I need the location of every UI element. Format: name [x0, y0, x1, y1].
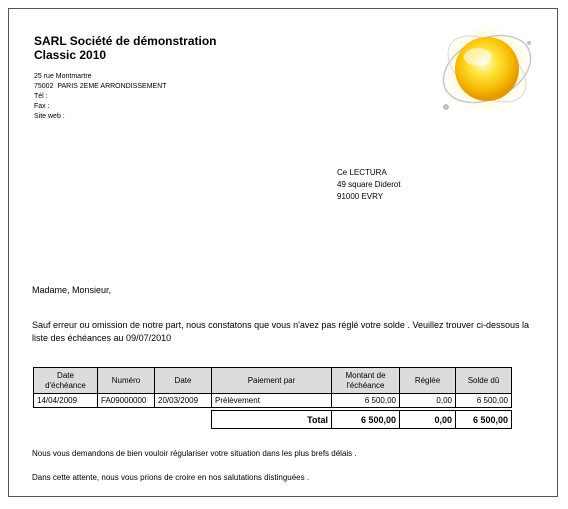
col-due-date: Date d'échéance	[34, 368, 98, 394]
salutation: Madame, Monsieur,	[32, 285, 112, 295]
cell-payment: Prélèvement	[212, 394, 332, 408]
recipient-city: 91000 EVRY	[337, 192, 384, 201]
company-address	[34, 72, 167, 122]
cell-paid: 0,00	[400, 394, 456, 408]
recipient-name: Ce LECTURA	[337, 168, 387, 177]
company-header	[34, 34, 216, 62]
total-paid: 0,00	[400, 411, 456, 429]
due-dates-table	[33, 367, 512, 429]
company-tel: Tél :	[34, 93, 48, 100]
total-amount: 6 500,00	[332, 411, 400, 429]
cell-balance: 6 500,00	[456, 394, 512, 408]
company-name: SARL Société de démonstration	[34, 34, 217, 48]
total-label: Total	[212, 411, 332, 429]
cell-due-date: 14/04/2009	[34, 394, 98, 408]
sun-sphere-logo-icon	[431, 19, 543, 119]
closing-request: Nous vous demandons de bien vouloir régulariser votre situation dans les plus brefs délais .	[32, 449, 357, 458]
intro-paragraph: Sauf erreur ou omission de notre part, nous constatons que vous n'avez pas réglé votre solde . Veuillez trouver ci-dessous la liste des échéances au 09/07/2010	[32, 320, 529, 343]
letter-page	[8, 8, 558, 497]
company-address-line2: 75002 PARIS 2EME ARRONDISSEMENT	[34, 83, 167, 90]
cell-number: FA09000000	[98, 394, 155, 408]
recipient-street: 49 square Diderot	[337, 180, 401, 189]
table-total-row	[34, 411, 512, 429]
company-subtitle: Classic 2010	[34, 48, 107, 62]
recipient-address	[337, 167, 401, 203]
table-header-row	[34, 368, 512, 394]
closing-regards: Dans cette attente, nous vous prions de croire en nos salutations distinguées .	[32, 473, 310, 482]
company-fax: Fax :	[34, 103, 50, 110]
company-website: Site web :	[34, 113, 65, 120]
total-balance: 6 500,00	[456, 411, 512, 429]
table-row	[34, 394, 512, 408]
col-balance: Solde dû	[456, 368, 512, 394]
cell-date: 20/03/2009	[155, 394, 212, 408]
col-number: Numéro	[98, 368, 155, 394]
col-payment: Paiement par	[212, 368, 332, 394]
col-date: Date	[155, 368, 212, 394]
cell-amount: 6 500,00	[332, 394, 400, 408]
col-paid: Réglée	[400, 368, 456, 394]
col-amount: Montant de l'échéance	[332, 368, 400, 394]
company-address-line1: 25 rue Montmartre	[34, 73, 92, 80]
